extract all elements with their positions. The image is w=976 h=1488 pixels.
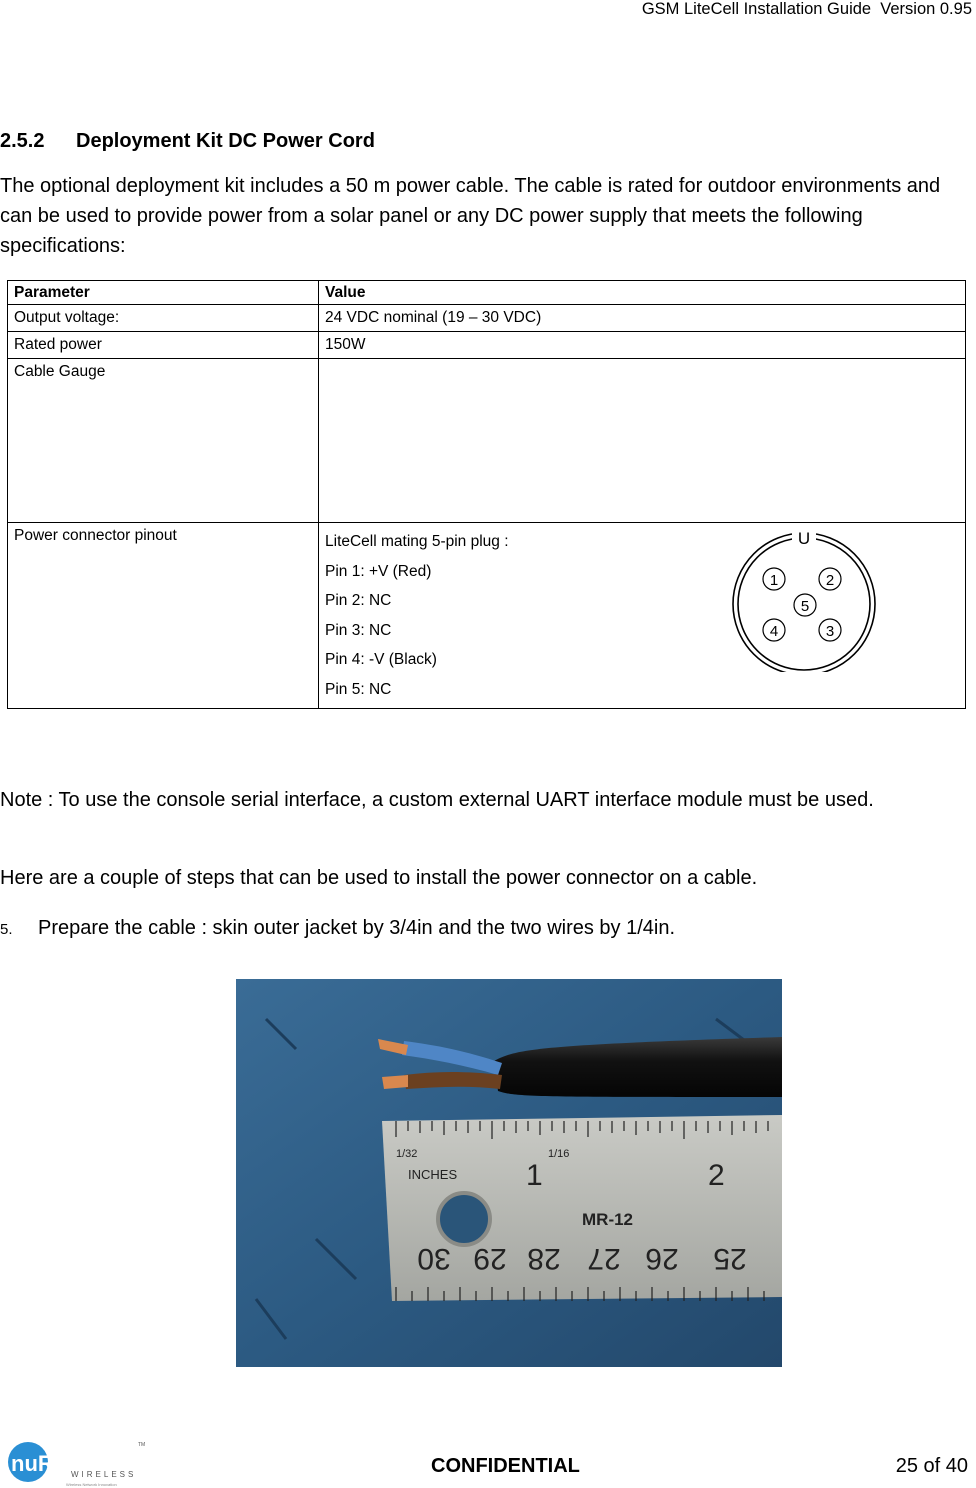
table-row (8, 332, 966, 359)
value-connector-pinout (319, 523, 966, 709)
ruler-num-26: 26 (645, 1242, 679, 1275)
connector-pinout-diagram (728, 529, 880, 672)
ruler-num-28: 28 (527, 1242, 561, 1275)
step-number: 5. (0, 921, 13, 938)
ruler-model: MR-12 (582, 1210, 634, 1229)
nuran-logo (4, 1436, 154, 1488)
cable-ruler-photo (236, 979, 782, 1367)
table-row (8, 305, 966, 332)
pin-3-label: 3 (825, 623, 835, 640)
ruler-num-29: 29 (473, 1242, 507, 1275)
brown-wire-copper-end (382, 1075, 408, 1089)
logo-tagline: Wireless Network Innovation (66, 1482, 117, 1487)
table-row (8, 359, 966, 523)
header-version: Version 0.95 (880, 0, 972, 18)
ruler-num-27: 27 (587, 1242, 621, 1275)
pin-1-line: Pin 1: +V (Red) (325, 562, 432, 580)
logo-tm: TM (138, 1442, 146, 1448)
footer-page-number: 25 of 40 (895, 1455, 968, 1477)
param-connector-pinout: Power connector pinout (8, 523, 319, 709)
table-row (8, 523, 966, 709)
step-item (0, 913, 960, 945)
table-header-row (8, 281, 966, 305)
value-output-voltage: 24 VDC nominal (19 – 30 VDC) (319, 305, 966, 332)
ruler-inch-1: 1 (526, 1159, 543, 1192)
ruler-num-25: 25 (713, 1242, 747, 1275)
pin-5-line: Pin 5: NC (325, 680, 392, 698)
pin-4-line: Pin 4: -V (Black) (325, 651, 437, 668)
pin-4-label: 4 (769, 623, 779, 640)
pin-1-label: 1 (769, 572, 779, 589)
header-value: Value (319, 281, 966, 305)
section-title: Deployment Kit DC Power Cord (76, 130, 375, 152)
param-cable-gauge: Cable Gauge (8, 359, 319, 523)
param-output-voltage: Output voltage: (8, 305, 319, 332)
intro-paragraph: The optional deployment kit includes a 50 m power cable. The cable is rated for outdoor environments and can be used to provide power from a solar panel or any DC power supply that meets the following specifications: (0, 175, 941, 257)
param-rated-power: Rated power (8, 332, 319, 359)
ruler-fraction-1-16: 1/16 (548, 1148, 570, 1160)
value-rated-power: 150W (319, 332, 966, 359)
logo-sub: WIRELESS (71, 1470, 137, 1479)
pin-2-label: 2 (825, 572, 835, 589)
header-parameter: Parameter (8, 281, 319, 305)
footer-confidential: CONFIDENTIAL (431, 1455, 580, 1477)
connector-key: U (797, 529, 811, 548)
pin-2-line: Pin 2: NC (325, 592, 392, 609)
logo-brand: nuRAN (11, 1451, 86, 1476)
pin-5-label: 5 (800, 598, 810, 615)
page-header (642, 0, 972, 19)
spec-table (7, 280, 966, 709)
ruler-inch-2: 2 (708, 1159, 725, 1192)
step-text: Prepare the cable : skin outer jacket by 3/4in and the two wires by 1/4in. (38, 917, 676, 939)
ruler-hole (438, 1193, 490, 1245)
value-cable-gauge (319, 359, 966, 523)
brown-wire (404, 1072, 502, 1089)
section-number: 2.5.2 (0, 130, 45, 152)
ruler-num-30: 30 (417, 1242, 451, 1275)
header-title: GSM LiteCell Installation Guide (641, 0, 872, 18)
note-paragraph: Note : To use the console serial interface, a custom external UART interface module must be used. (0, 789, 874, 811)
steps-intro-paragraph: Here are a couple of steps that can be used to install the power connector on a cable. (0, 867, 758, 889)
ruler-unit: INCHES (408, 1167, 458, 1182)
section-heading (0, 130, 375, 153)
ruler-fraction-1-32: 1/32 (396, 1148, 418, 1160)
pin-3-line: Pin 3: NC (325, 621, 392, 639)
pinout-title: LiteCell mating 5-pin plug : (325, 533, 509, 550)
